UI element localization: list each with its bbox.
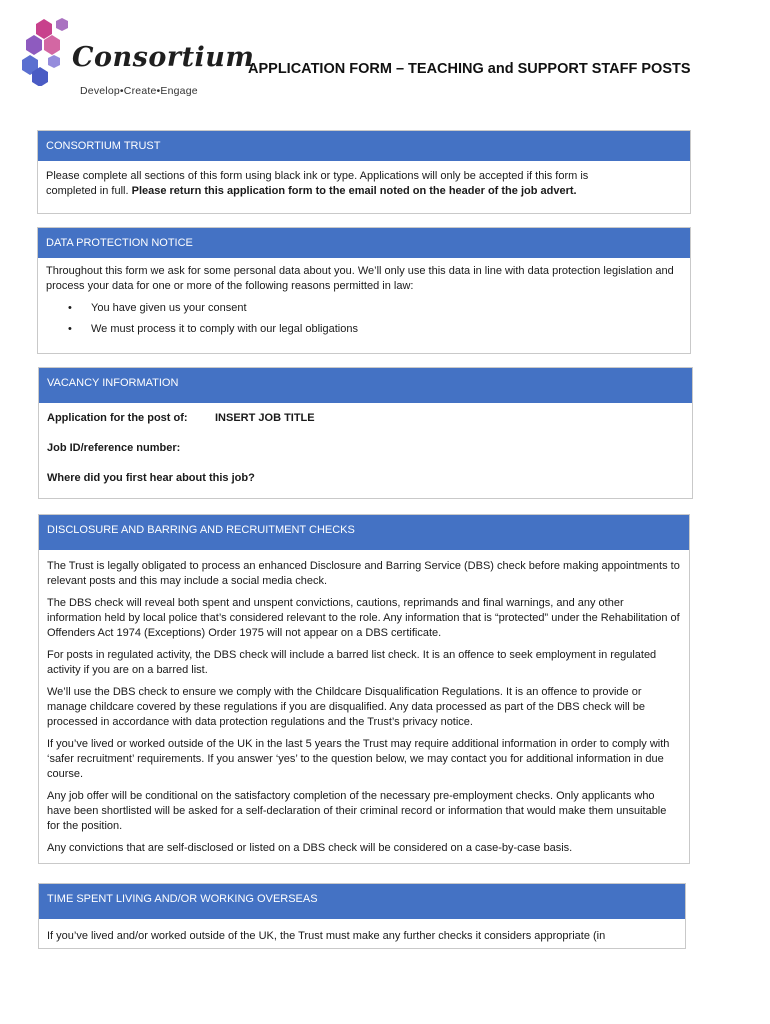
dbs-paragraph: The Trust is legally obligated to process an enhanced Disclosure and Barring Service (DBS) check before making appointments to relevant posts and this may include a social media check. <box>47 560 680 587</box>
vacancy-section <box>38 367 693 499</box>
data-protection-header: DATA PROTECTION NOTICE <box>38 228 690 258</box>
reference-label: Job ID/reference number: <box>47 442 181 454</box>
bullet-icon: • <box>68 323 72 335</box>
data-protection-reasons <box>46 301 682 337</box>
vacancy-header: VACANCY INFORMATION <box>39 368 692 403</box>
reference-row <box>47 441 684 456</box>
dbs-paragraph: If you’ve lived or worked outside of the UK in the last 5 years the Trust may require additional information in order to comply with ‘safer recruitment’ requirements. If you answer ‘yes’ to the question below, we may contact you for additional information in due course. <box>47 738 670 780</box>
trust-section <box>37 130 691 214</box>
dbs-paragraph: The DBS check will reveal both spent and unspent convictions, cautions, reprimands and final warnings, and any other information held by local police that’s considered relevant to the role. Any information that is “protected” under the Rehabilitation of Offenders Act 1974 (Exceptions) Order 1975 will not appear on a DBS certificate. <box>47 597 680 639</box>
overseas-body <box>39 919 685 944</box>
trust-line-1: Please complete all sections of this form using black ink or type. Applications will only be accepted if this form is <box>46 170 589 182</box>
post-label: Application for the post of: <box>47 412 188 424</box>
trust-section-body <box>38 161 690 199</box>
dbs-paragraph: Any job offer will be conditional on the satisfactory completion of the necessary pre-employment checks. Only applicants who have been shortlisted will be asked for a self-declaration of their criminal record or information that would make them unsuitable for the position. <box>47 790 667 832</box>
data-protection-body <box>38 258 690 337</box>
post-row <box>47 411 684 426</box>
dbs-paragraph: We’ll use the DBS check to ensure we comply with the Childcare Disqualification Regulations. It is an offence to provide or manage childcare covered by these regulations if you are disqualified. Any data processed as part of the DBS check will be processed in accordance with data protection regulations and the Trust’s privacy notice. <box>47 686 646 728</box>
trust-line-2-plain: completed in full. <box>46 185 132 197</box>
dbs-paragraph: Any convictions that are self-disclosed or listed on a DBS check will be considered on a case-by-case basis. <box>47 842 573 854</box>
dbs-header: DISCLOSURE AND BARRING AND RECRUITMENT CHECKS <box>39 515 689 550</box>
reason-legal: We must process it to comply with our legal obligations <box>91 323 358 335</box>
consortium-logo <box>18 18 255 97</box>
overseas-header: TIME SPENT LIVING AND/OR WORKING OVERSEAS <box>39 884 685 919</box>
dbs-section <box>38 514 690 864</box>
overseas-line-1: If you’ve lived and/or worked outside of the UK, the Trust must make any further checks it considers appropriate (in <box>47 930 606 942</box>
list-item <box>46 301 682 316</box>
reason-consent: You have given us your consent <box>91 302 247 314</box>
trust-return-instruction: Please return this application form to the email noted on the header of the job advert. <box>131 185 577 197</box>
overseas-section <box>38 883 686 949</box>
logo-wordmark: Consortium <box>72 42 255 73</box>
hexagon-cluster-icon <box>18 18 78 86</box>
data-protection-intro: Throughout this form we ask for some personal data about you. We’ll only use this data in line with data protection legislation and process your data for one or more of the following reasons permitted in law: <box>46 265 674 292</box>
post-value[interactable]: INSERT JOB TITLE <box>215 412 315 424</box>
source-label: Where did you first hear about this job? <box>47 472 255 484</box>
source-row <box>47 471 684 486</box>
dbs-paragraph: For posts in regulated activity, the DBS check will include a barred list check. It is an offence to seek employment in regulated activity if you are on a barred list. <box>47 649 657 676</box>
vacancy-body <box>39 403 692 486</box>
bullet-icon: • <box>68 302 72 314</box>
page-title: APPLICATION FORM – TEACHING and SUPPORT STAFF POSTS <box>248 61 691 77</box>
trust-section-header: CONSORTIUM TRUST <box>38 131 690 161</box>
list-item <box>46 322 682 337</box>
dbs-body <box>39 550 689 856</box>
logo-tagline: Develop•Create•Engage <box>80 85 198 97</box>
trust-line-2 <box>46 184 682 199</box>
data-protection-section <box>37 227 691 354</box>
